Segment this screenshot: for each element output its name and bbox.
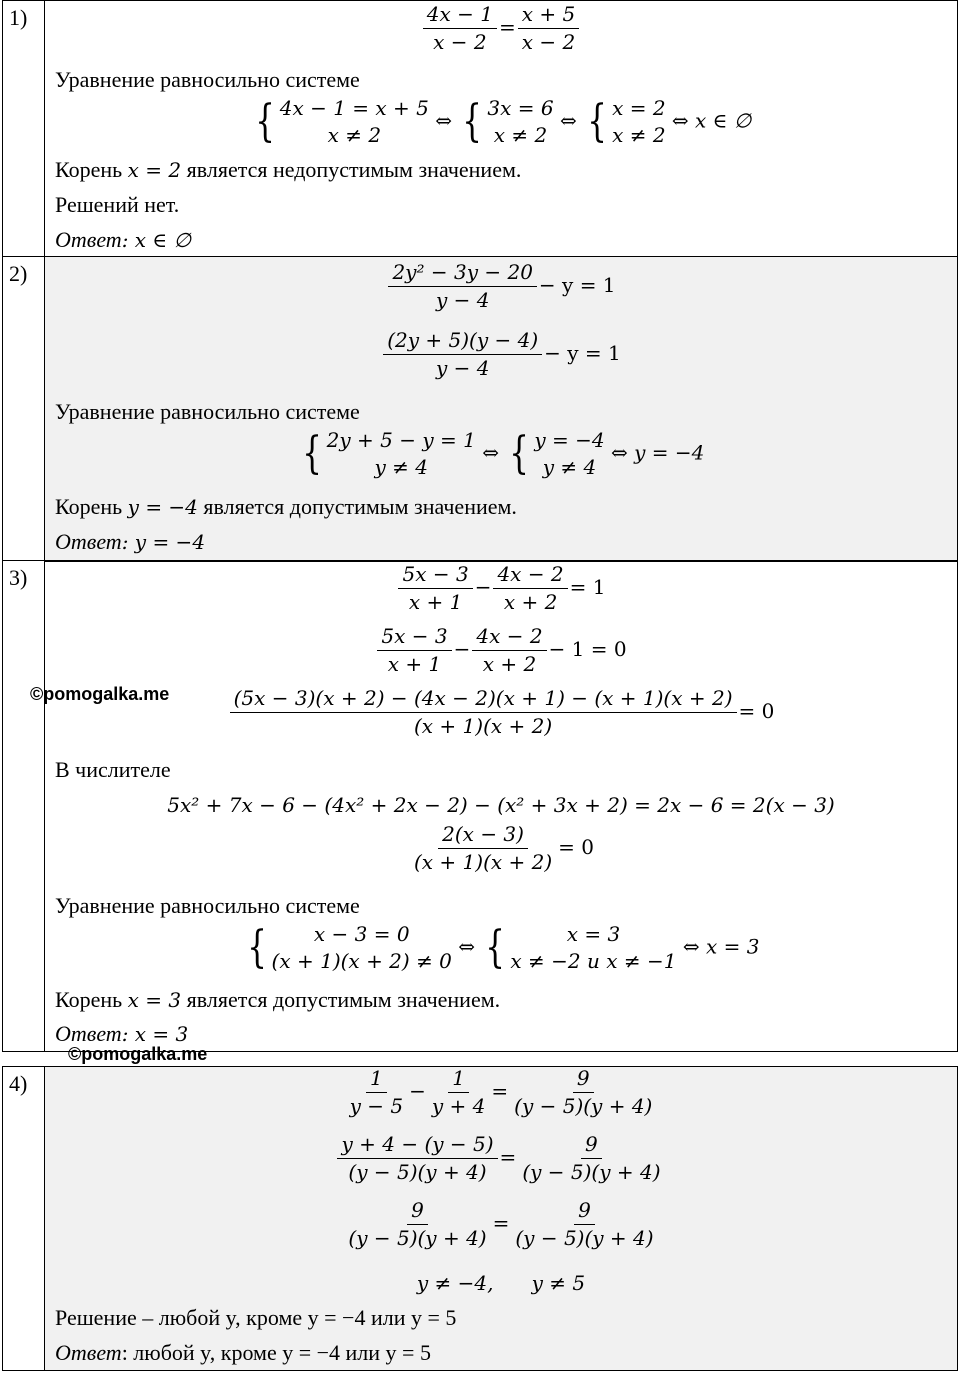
problem-number-cell: [3, 257, 45, 561]
restrictions: y ≠ −4, y ≠ 5: [416, 1271, 586, 1295]
problem-number: 3): [9, 565, 28, 590]
root-statement: [55, 496, 517, 518]
equation: $\frac{9}{(y - 5)(y + 4)}$ = $\frac{9}{(y - 5)(y + 4)}$: [45, 1199, 957, 1250]
fraction-denominator: y − 4: [435, 356, 490, 380]
equation: $\frac{5x - 3}{x + 1}$ − $\frac{4x - 2}{x + 2}$ − 1 = 0: [45, 625, 957, 676]
fraction-denominator: x − 2: [433, 30, 487, 54]
root-text: Корень: [55, 494, 128, 519]
problem-content: [45, 561, 957, 1051]
answer-value: : y = −4: [121, 530, 206, 554]
root-statement: [55, 159, 521, 181]
root-statement: [55, 989, 500, 1011]
system-chain: { x − 3 = 0 (x + 1)(x + 2) ≠ 0 ⇔ { x = 3 x ≠ −2 и x ≠ −1 ⇔ x = 3: [246, 922, 760, 973]
fraction-numerator: 9: [407, 1199, 428, 1225]
system-result: ⇔ x ∈ ∅: [671, 108, 752, 133]
solution-text: Решение – любой y, кроме y = −4 или y = 5: [55, 1305, 457, 1330]
system-row: x − 3 = 0: [313, 922, 410, 946]
fraction-numerator: y + 4 − (y − 5): [337, 1133, 497, 1159]
fraction-numerator: (5x − 3)(x + 2) − (4x − 2)(x + 1) − (x + 1)(x + 2): [230, 687, 737, 713]
root-value: y = −4: [127, 495, 198, 519]
problem-content: [45, 1067, 957, 1370]
system-row: y = −4: [534, 428, 605, 452]
problem-4: [2, 1066, 958, 1371]
fraction-numerator: x + 5: [518, 3, 579, 29]
problem-number: 1): [9, 5, 28, 30]
fraction-denominator: (x + 1)(x + 2): [413, 850, 553, 874]
problem-content: [45, 257, 957, 561]
fraction-denominator: x − 2: [521, 30, 576, 54]
equation-rest: − y = 1: [538, 273, 616, 297]
fraction-denominator: y + 4: [431, 1094, 486, 1118]
answer-label: Ответ: [55, 1340, 122, 1365]
system-row: x = 3: [566, 922, 621, 946]
fraction-denominator: (y − 5)(y + 4): [348, 1160, 487, 1184]
equation: [45, 687, 957, 738]
system-row: x ≠ −2 и x ≠ −1: [510, 949, 677, 973]
fraction-numerator: (2y + 5)(y − 4): [383, 329, 542, 355]
equation: $\frac{5x - 3}{x + 1}$ − $\frac{4x - 2}{x + 2}$ = 1: [45, 563, 957, 614]
system-row: x ≠ 2: [493, 123, 548, 147]
fraction-denominator: (y − 5)(y + 4): [348, 1226, 487, 1250]
fraction-denominator: (x + 1)(x + 2): [413, 714, 553, 738]
fraction-numerator: 9: [581, 1133, 602, 1159]
fraction-numerator: 1: [366, 1067, 387, 1093]
system-row: 4x − 1 = x + 5: [279, 96, 429, 120]
fraction-denominator: x + 2: [503, 590, 558, 614]
problem-number: 4): [9, 1071, 28, 1096]
problem-number-cell: [3, 561, 45, 1051]
fraction-denominator: x + 1: [387, 652, 442, 676]
equation: $\frac{y + 4 - (y - 5)}{(y - 5)(y + 4)}$ = $\frac{9}{(y - 5)(y + 4)}$: [45, 1133, 957, 1184]
fraction-denominator: x + 1: [408, 590, 463, 614]
system-row: 2y + 5 − y = 1: [326, 428, 476, 452]
answer-value: : x ∈ ∅: [121, 228, 192, 252]
system-chain: { 4x − 1 = x + 5 x ≠ 2 ⇔ { 3x = 6 x ≠ 2 ⇔ { x = 2 x ≠ 2 ⇔ x ∈ ∅: [254, 96, 752, 147]
fraction-denominator: y − 4: [435, 288, 490, 312]
answer-value: : любой y, кроме y = −4 или y = 5: [121, 1340, 431, 1365]
equation-rest: = 0: [738, 699, 775, 723]
watermark: ©pomogalka.me: [68, 1044, 208, 1064]
equation: [45, 329, 957, 380]
equation-rest: − 1 = 0: [548, 637, 627, 661]
fraction-denominator: x + 2: [482, 652, 537, 676]
root-text: Корень: [55, 987, 128, 1012]
system-result: ⇔ y = −4: [610, 440, 705, 465]
problem-number-cell: [3, 1067, 45, 1370]
problem-number: 2): [9, 261, 28, 286]
no-solutions-text: Решений нет.: [55, 192, 180, 217]
system-row: y ≠ 4: [542, 455, 597, 479]
fraction-denominator: (y − 5)(y + 4): [515, 1226, 654, 1250]
equation-rest: = 1: [569, 575, 606, 599]
fraction-numerator: 2y² − 3y − 20: [388, 261, 536, 287]
root-text: Корень: [55, 157, 128, 182]
problem-2: [2, 256, 958, 562]
answer: [55, 531, 205, 553]
answer-label: Ответ: [55, 1021, 122, 1046]
system-result: ⇔ x = 3: [682, 934, 760, 959]
fraction-numerator: 9: [574, 1199, 595, 1225]
fraction-numerator: 5x − 3: [377, 625, 451, 651]
numerator-expression: 5x² + 7x − 6 − (4x² + 2x − 2) − (x² + 3x + 2) = 2x − 6 = 2(x − 3): [167, 793, 835, 817]
problem-content: [45, 1, 957, 257]
fraction-denominator: (y − 5)(y + 4): [514, 1094, 653, 1118]
system-row: x ≠ 2: [327, 123, 382, 147]
system-row: y ≠ 4: [374, 455, 428, 479]
answer: [55, 1342, 431, 1364]
numerator-text: В числителе: [55, 757, 171, 782]
equation: [45, 261, 957, 312]
system-text: Уравнение равносильно системе: [55, 893, 360, 918]
system-row: x ≠ 2: [612, 123, 666, 147]
equation: $\frac{1}{y - 5}$ − $\frac{1}{y + 4}$ = $\frac{9}{(y - 5)(y + 4)}$: [45, 1067, 957, 1118]
root-text: является допустимым значением.: [197, 494, 517, 519]
answer: [55, 229, 191, 251]
root-value: x = 3: [127, 988, 182, 1012]
system-row: (x + 1)(x + 2) ≠ 0: [271, 949, 452, 973]
equation-rest: = 0: [558, 835, 594, 859]
fraction-denominator: (y − 5)(y + 4): [522, 1160, 661, 1184]
fraction-numerator: 4x − 1: [423, 3, 497, 29]
problem-3: [2, 560, 958, 1052]
equation: $\frac{4x - 1}{x - 2}$ = $\frac{x + 5}{x - 2}$: [45, 3, 957, 54]
system-text: Уравнение равносильно системе: [55, 67, 360, 92]
system-row: 3x = 6: [487, 96, 554, 120]
fraction-numerator: 1: [448, 1067, 469, 1093]
equation: [45, 823, 957, 874]
problem-1: [2, 0, 958, 258]
answer-label: Ответ: [55, 529, 122, 554]
root-text: является допустимым значением.: [181, 987, 501, 1012]
root-value: x = 2: [127, 158, 182, 182]
answer-value: : x = 3: [121, 1022, 189, 1046]
fraction-numerator: 4x − 2: [472, 625, 546, 651]
equation-rest: − y = 1: [544, 341, 621, 365]
answer-label: Ответ: [55, 227, 122, 252]
fraction-numerator: 5x − 3: [398, 563, 472, 589]
fraction-denominator: y − 5: [349, 1094, 404, 1118]
system-chain: { 2y + 5 − y = 1 y ≠ 4 ⇔ { y = −4 y ≠ 4 ⇔ y = −4: [301, 428, 705, 479]
root-text: является недопустимым значением.: [181, 157, 522, 182]
fraction-numerator: 9: [573, 1067, 594, 1093]
watermark: ©pomogalka.me: [30, 684, 170, 704]
fraction-numerator: 4x − 2: [493, 563, 567, 589]
system-row: x = 2: [612, 96, 666, 120]
answer: [55, 1023, 188, 1045]
problem-number-cell: [3, 1, 45, 257]
system-text: Уравнение равносильно системе: [55, 399, 360, 424]
fraction-numerator: 2(x − 3): [438, 823, 528, 849]
